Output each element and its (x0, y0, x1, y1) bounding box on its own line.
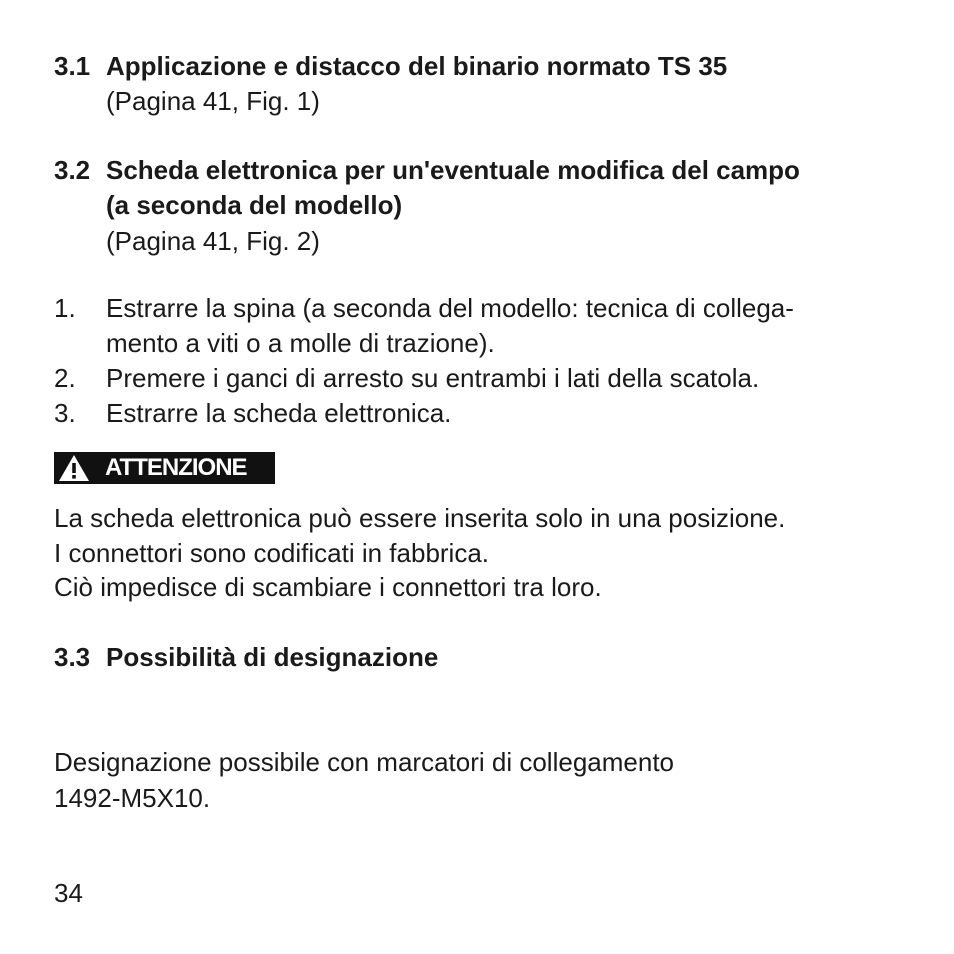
section-3-2-title-line-2: (a seconda del modello) (106, 190, 403, 220)
section-3-1-figure-ref: (Pagina 41, Fig. 1) (106, 86, 320, 116)
section-3-2-number: 3.2 (54, 155, 91, 185)
warning-text-line-1: La scheda elettronica può essere inserita solo in una posizione. (54, 503, 786, 533)
designation-text-line-1: Designazione possibile con marcatori di collegamento (54, 747, 675, 777)
step-2-marker: 2. (54, 363, 76, 393)
section-3-3-number: 3.3 (54, 642, 91, 672)
warning-text-line-3: Ciò impedisce di scambiare i connettori tra loro. (54, 572, 602, 602)
page-number: 34 (54, 878, 83, 908)
step-1-text-line-1: Estrarre la spina (a seconda del modello: tecnica di collega- (106, 293, 794, 323)
warning-triangle-icon (57, 453, 91, 483)
section-3-2-title-line-1: Scheda elettronica per un'eventuale modifica del campo (106, 155, 800, 185)
step-1-text-line-2: mento a viti o a molle di trazione). (106, 328, 495, 358)
warning-text-line-2: I connettori sono codificati in fabbrica. (54, 538, 490, 568)
step-1-marker: 1. (54, 293, 76, 323)
section-3-3-title: Possibilità di designazione (106, 642, 439, 672)
warning-label: ATTENZIONE (105, 454, 247, 481)
warning-banner (54, 452, 275, 484)
designation-text-line-2: 1492-M5X10. (54, 783, 211, 813)
step-2-text: Premere i ganci di arresto su entrambi i lati della scatola. (106, 363, 760, 393)
section-3-1-title: Applicazione e distacco del binario normato TS 35 (106, 51, 728, 81)
step-3-marker: 3. (54, 398, 76, 428)
section-3-1-number: 3.1 (54, 51, 91, 81)
section-3-2-figure-ref: (Pagina 41, Fig. 2) (106, 226, 320, 256)
step-3-text: Estrarre la scheda elettronica. (106, 398, 452, 428)
